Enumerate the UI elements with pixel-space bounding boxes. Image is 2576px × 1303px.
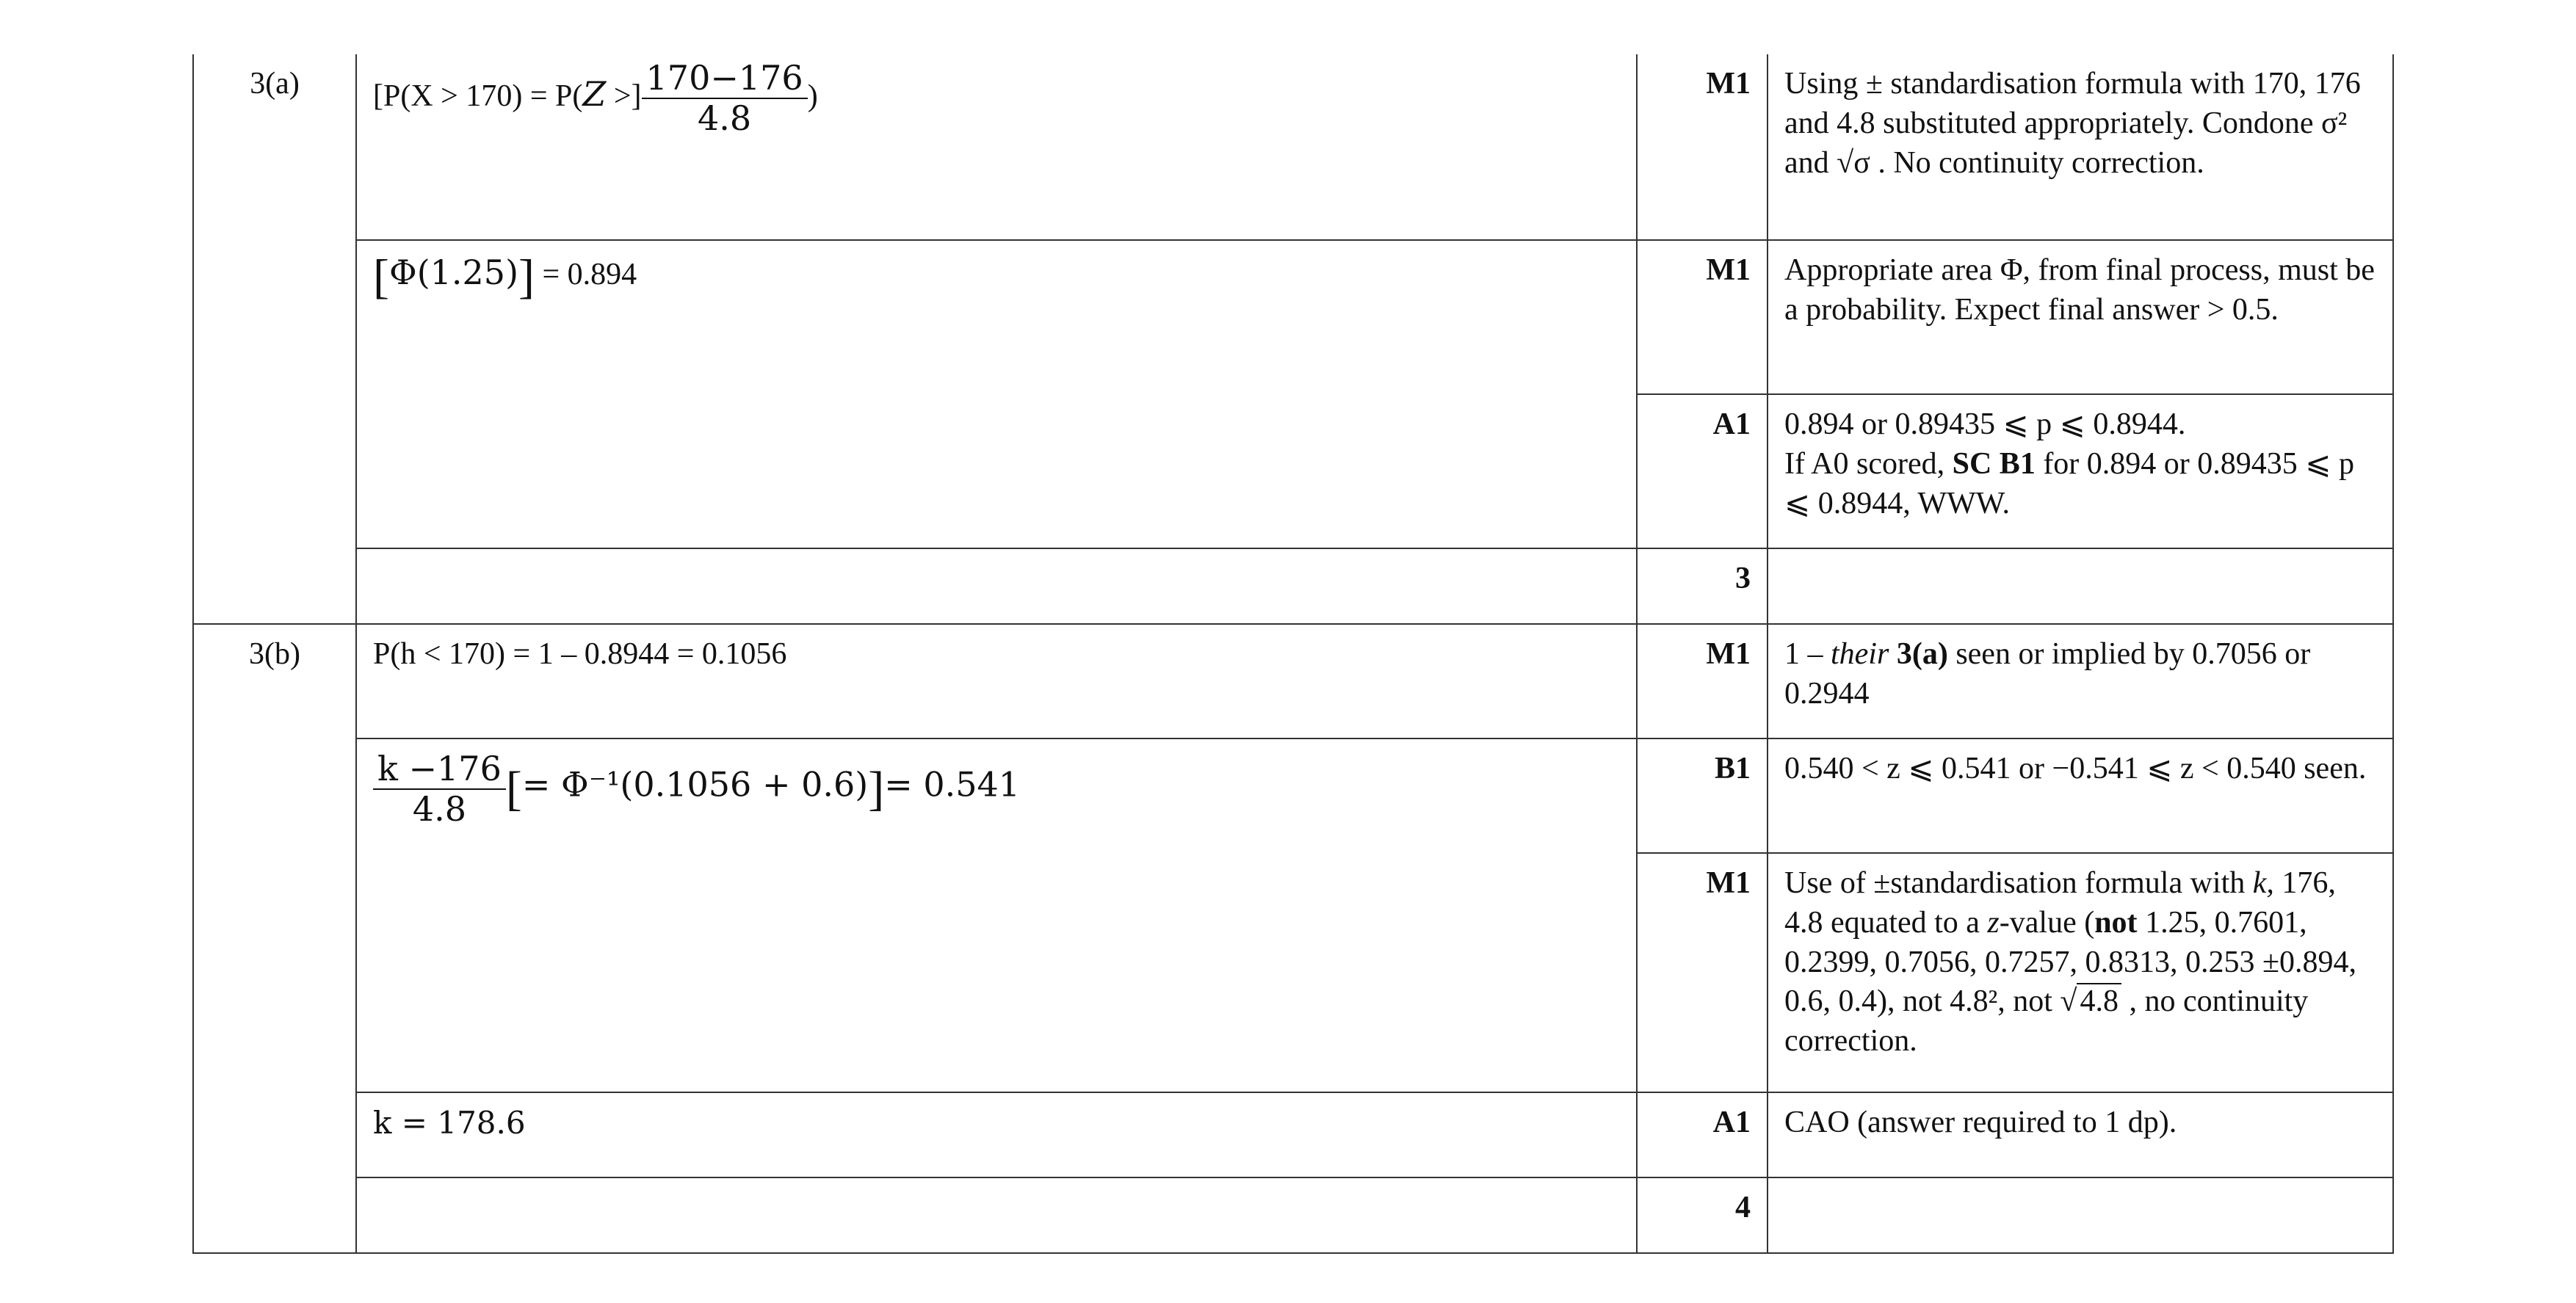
answer-cell: $\frac{k -176}{4.8}$ [= Φ⁻¹(0.1056 + 0.6)]= 0.541 xyxy=(356,738,1637,1092)
mark-code: M1 xyxy=(1637,624,1768,738)
question-number: 3(a) xyxy=(193,54,356,624)
mark-code: M1 xyxy=(1637,240,1768,394)
mark-scheme-table xyxy=(192,54,2394,1254)
fraction: $\frac{k -176}{4.8}$ xyxy=(373,750,506,829)
table-row xyxy=(193,240,2393,394)
total-marks: 3 xyxy=(1637,548,1768,624)
guidance-cell: 0.894 or 0.89435 ⩽ p ⩽ 0.8944. If A0 scored, SC B1 for 0.894 or 0.89435 ⩽ p ⩽ 0.8944, WWW. xyxy=(1768,394,2393,548)
guidance-cell xyxy=(1768,1177,2393,1253)
question-number: 3(b) xyxy=(193,624,356,1253)
table-row xyxy=(193,1092,2393,1177)
total-row xyxy=(193,548,2393,624)
table-row xyxy=(193,624,2393,738)
mark-code: M1 xyxy=(1637,853,1768,1092)
guidance-cell: 0.540 < z ⩽ 0.541 or −0.541 ⩽ z < 0.540 seen. xyxy=(1768,738,2393,853)
answer-cell xyxy=(356,548,1637,624)
total-marks: 4 xyxy=(1637,1177,1768,1253)
sqrt-symbol: √4.8 xyxy=(2060,982,2121,1022)
answer-cell: [P(X > 170) = P(Z >] $\frac{170-176}{4.8}$ ) xyxy=(356,54,1637,240)
mark-code: M1 xyxy=(1637,54,1768,240)
guidance-cell: Using ± standardisation formula with 170, 176 and 4.8 substituted appropriately. Condone σ² and √σ . No continuity correction. xyxy=(1768,54,2393,240)
mark-scheme xyxy=(192,54,2392,1254)
answer-cell xyxy=(356,1177,1637,1253)
table-row xyxy=(193,738,2393,853)
answer-cell: [Φ(1.25)] = 0.894 xyxy=(356,240,1637,548)
answer-cell: k = 178.6 xyxy=(356,1092,1637,1177)
answer-cell: P(h < 170) = 1 – 0.8944 = 0.1056 xyxy=(356,624,1637,738)
guidance-cell: Appropriate area Φ, from final process, must be a probability. Expect final answer > 0.5. xyxy=(1768,240,2393,394)
mark-code: B1 xyxy=(1637,738,1768,853)
total-row xyxy=(193,1177,2393,1253)
guidance-cell: 1 – their 3(a) seen or implied by 0.7056 or 0.2944 xyxy=(1768,624,2393,738)
guidance-cell: Use of ±standardisation formula with k, 176, 4.8 equated to a z-value (not 1.25, 0.7601, 0.2399, 0.7056, 0.7257, 0.8313, 0.253 ±0.894, 0.6, 0.4), not 4.8², not √4.8 , no continuity correction. xyxy=(1768,853,2393,1092)
guidance-cell: CAO (answer required to 1 dp). xyxy=(1768,1092,2393,1177)
mark-code: A1 xyxy=(1637,1092,1768,1177)
fraction: $\frac{170-176}{4.8}$ xyxy=(642,59,808,138)
mark-code: A1 xyxy=(1637,394,1768,548)
guidance-cell xyxy=(1768,548,2393,624)
table-row xyxy=(193,54,2393,240)
